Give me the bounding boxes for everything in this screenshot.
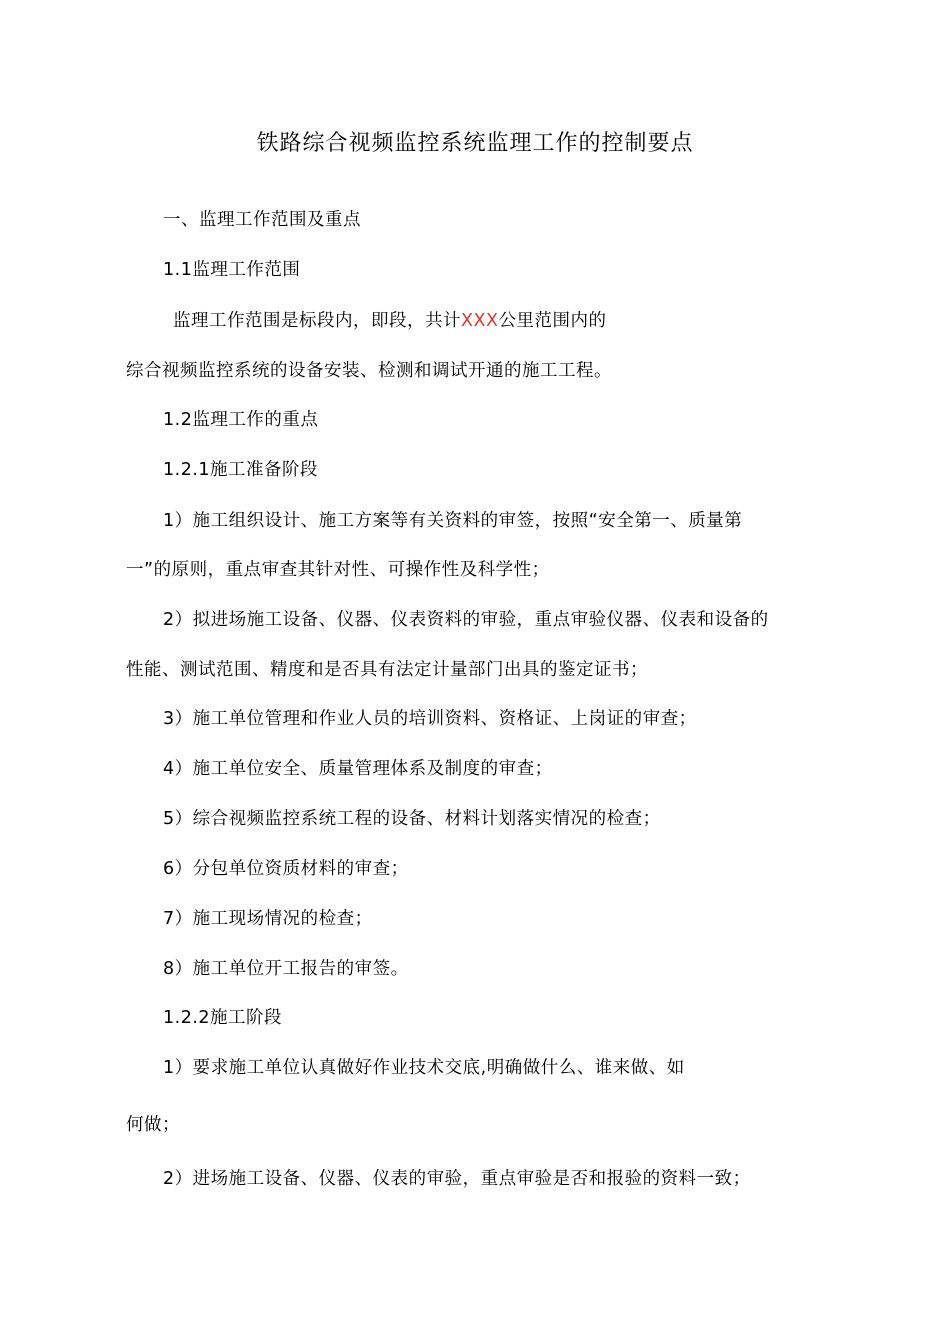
document-title: 铁路综合视频监控系统监理工作的控制要点	[256, 131, 694, 156]
scope-paragraph-line-1	[173, 307, 606, 335]
subsection-heading-1-2: 1.2监理工作的重点	[163, 410, 319, 430]
list-item-prep-5: 5）综合视频监控系统工程的设备、材料计划落实情况的检查；	[163, 809, 661, 829]
subsection-heading-1-2-1: 1.2.1施工准备阶段	[163, 460, 319, 480]
list-item-prep-2-line-1: 2）拟进场施工设备、仪器、仪表资料的审验，重点审验仪器、仪表和设备的	[163, 610, 769, 630]
list-item-construction-2: 2）进场施工设备、仪器、仪表的审验，重点审验是否和报验的资料一致；	[163, 1169, 751, 1189]
list-item-prep-8: 8）施工单位开工报告的审签。	[163, 959, 409, 979]
list-item-construction-1-line-1: 1）要求施工单位认真做好作业技术交底,明确做什么、谁来做、如	[163, 1058, 685, 1078]
subsection-heading-1-1: 1.1监理工作范围	[163, 260, 301, 280]
scope-placeholder-xxx: XXX	[461, 311, 499, 331]
list-item-prep-6: 6）分包单位资质材料的审查；	[163, 859, 409, 879]
list-item-prep-2-line-2: 性能、测试范围、精度和是否具有法定计量部门出具的鉴定证书；	[126, 660, 648, 680]
list-item-prep-1-line-1: 1）施工组织设计、施工方案等有关资料的审签，按照“安全第一、质量第	[163, 511, 743, 531]
section-heading-1: 一、监理工作范围及重点	[163, 210, 361, 230]
list-item-construction-1-line-2: 何做；	[126, 1115, 180, 1135]
list-item-prep-7: 7）施工现场情况的检查；	[163, 909, 373, 929]
list-item-prep-4: 4）施工单位安全、质量管理体系及制度的审查；	[163, 759, 553, 779]
subsection-heading-1-2-2: 1.2.2施工阶段	[163, 1008, 283, 1028]
scope-text-part-b: 公里范围内的	[498, 311, 607, 331]
list-item-prep-1-line-2: 一”的原则，重点审查其针对性、可操作性及科学性；	[126, 560, 550, 580]
list-item-prep-3: 3）施工单位管理和作业人员的培训资料、资格证、上岗证的审查；	[163, 709, 697, 729]
scope-text-part-a: 监理工作范围是标段内，即段，共计	[173, 311, 461, 331]
scope-paragraph-line-2: 综合视频监控系统的设备安装、检测和调试开通的施工工程。	[126, 361, 612, 381]
